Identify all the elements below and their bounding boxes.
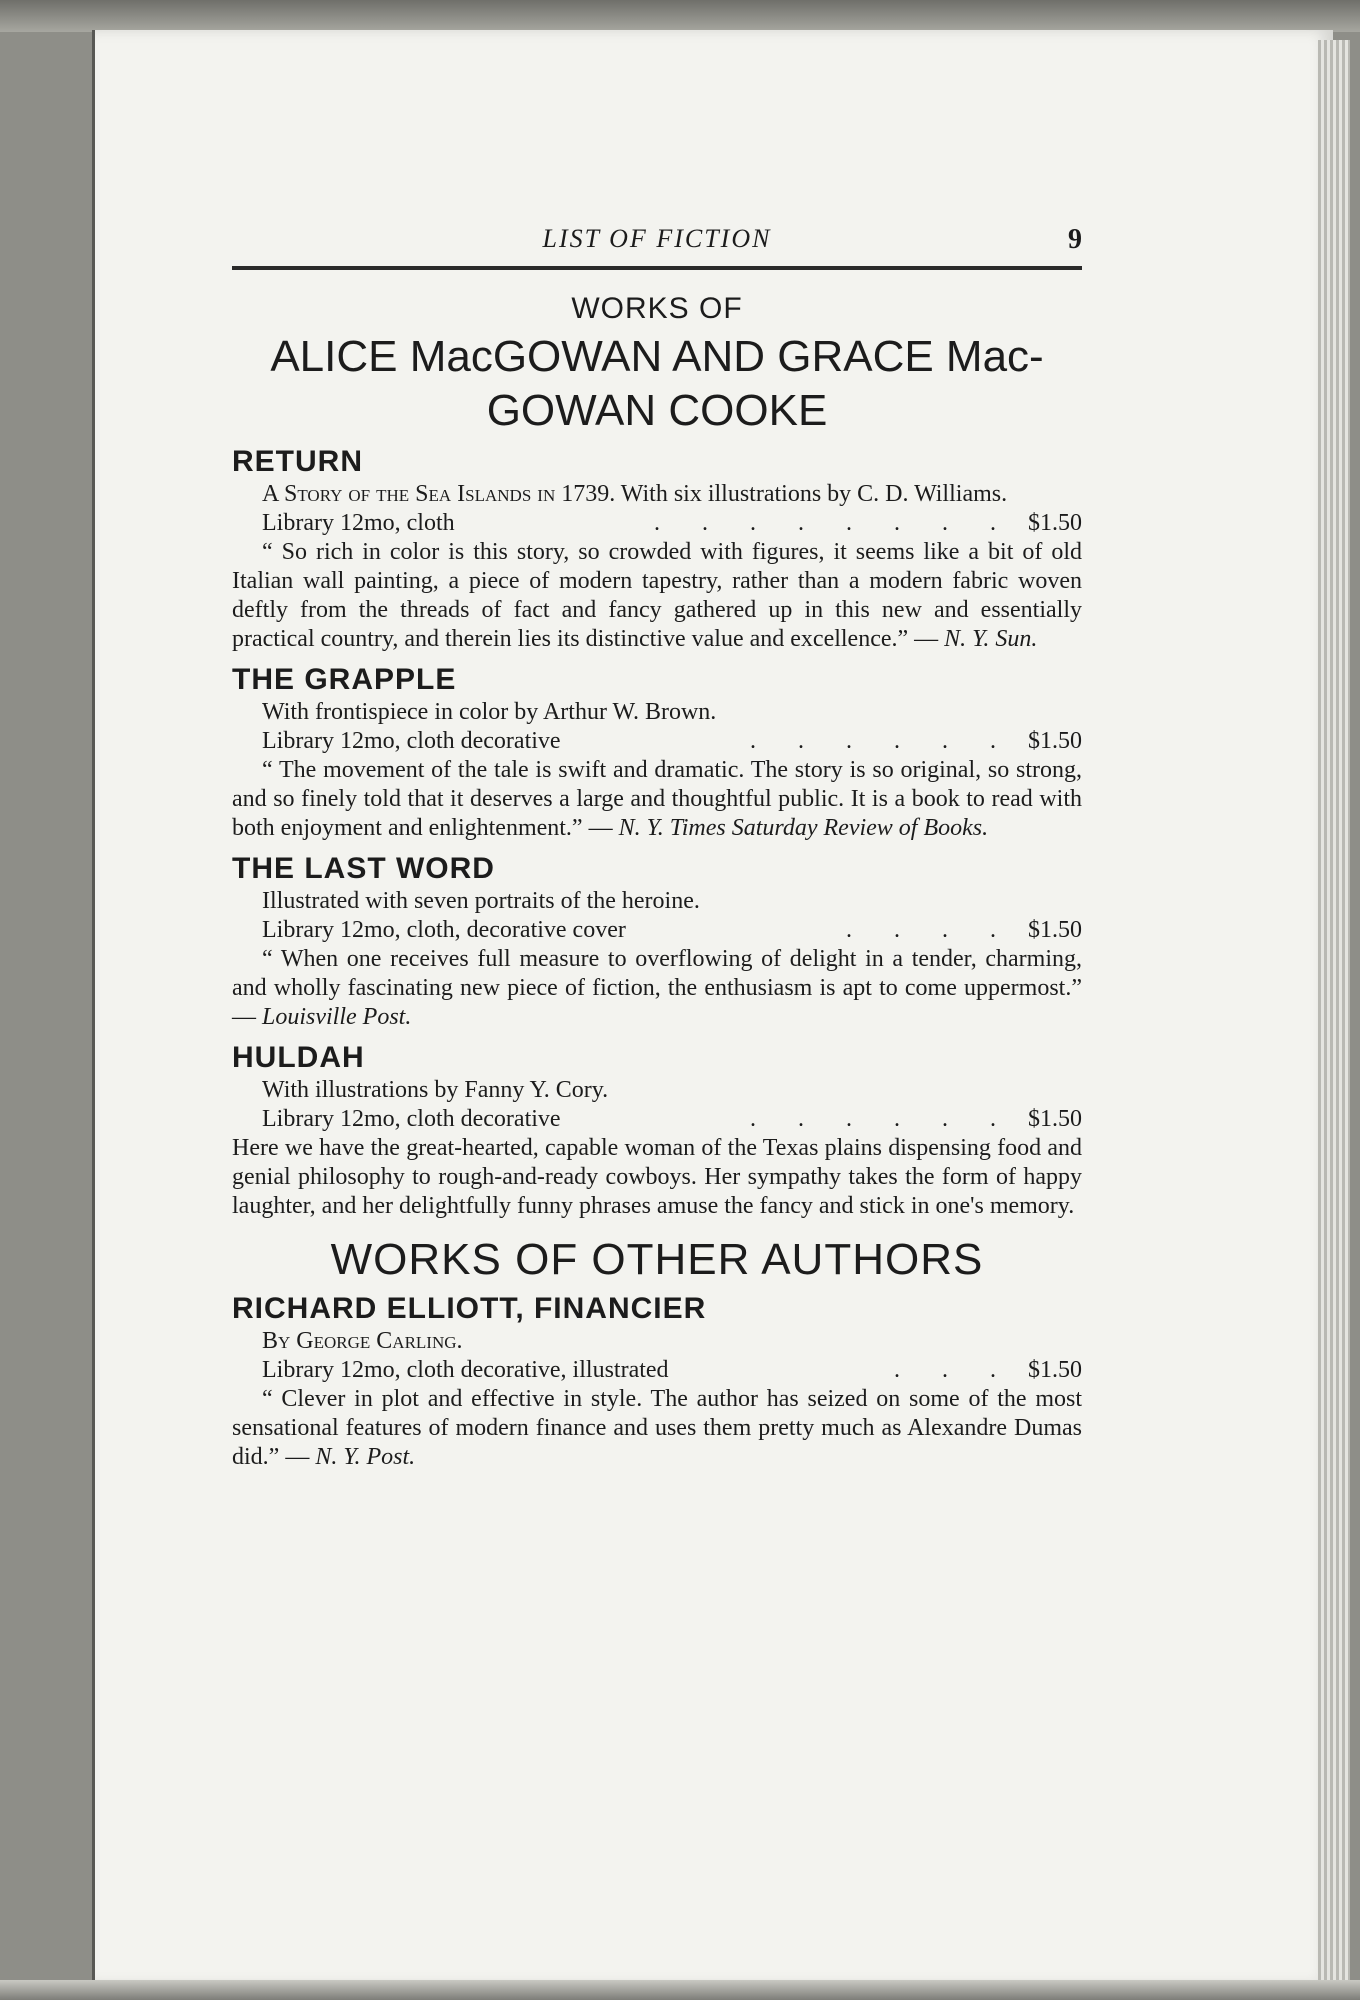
- quote-text: “ Clever in plot and effective in style. The author has seized on some of the most sensational features of modern finance and uses them pretty much as Alexandre Dumas did.” —: [232, 1386, 1082, 1470]
- quote-source: Louisville Post.: [262, 1004, 412, 1030]
- binding: Library 12mo, cloth, decorative cover: [262, 917, 626, 943]
- binding-line: [232, 916, 1082, 945]
- binding: Library 12mo, cloth decorative: [262, 1106, 561, 1132]
- binding-line: [232, 1105, 1082, 1134]
- book-title: THE GRAPPLE: [232, 663, 457, 696]
- book-description: Illustrated with seven portraits of the heroine.: [262, 888, 700, 914]
- section-heading: WORKS OF: [571, 292, 743, 325]
- dot-leader: . . .: [894, 1357, 1014, 1383]
- price: $1.50: [1028, 1357, 1082, 1383]
- book-description: With frontispiece in color by Arthur W. Brown.: [262, 699, 717, 725]
- book-title: THE LAST WORD: [232, 852, 495, 885]
- running-head: [232, 220, 1082, 266]
- price: $1.50: [1028, 510, 1082, 536]
- page-content: [232, 220, 1082, 1480]
- quote-text: Here we have the great-hearted, capable woman of the Texas plains dispensing food and genial philosophy to rough-and-ready cowboys. Her sympathy takes the form of happy laughter, and her delightfully funny phrases amuse the fancy and stick in one's memory.: [232, 1135, 1082, 1219]
- binding: Library 12mo, cloth decorative: [262, 728, 561, 754]
- page-edges: [1318, 40, 1350, 1985]
- book-entry: [232, 1040, 1082, 1221]
- binding: Library 12mo, cloth: [262, 510, 455, 536]
- quote-source: N. Y. Sun.: [944, 626, 1038, 652]
- authors-line-2: GOWAN COOKE: [486, 386, 828, 435]
- authors-line-1: ALICE MacGOWAN AND GRACE Mac-: [270, 332, 1044, 381]
- book-title: RICHARD ELLIOTT, FINANCIER: [232, 1292, 707, 1325]
- book-entry: [232, 662, 1082, 843]
- review-quote: [232, 945, 1082, 1032]
- other-authors-heading: WORKS OF OTHER AUTHORS: [330, 1235, 984, 1284]
- price: $1.50: [1028, 728, 1082, 754]
- authors-heading: [232, 330, 1082, 438]
- price: $1.50: [1028, 917, 1082, 943]
- book-author: By George Carling.: [262, 1328, 463, 1354]
- book-top-edge: [0, 0, 1360, 32]
- binding: Library 12mo, cloth decorative, illustrated: [262, 1357, 669, 1383]
- binding-line: [232, 1356, 1082, 1385]
- quote-source: N. Y. Post.: [315, 1444, 416, 1470]
- page-number: 9: [1068, 224, 1082, 255]
- book-description: [232, 480, 1082, 509]
- header-rule: [232, 266, 1082, 270]
- book-entry: [232, 1291, 1082, 1472]
- quote-text: “ The movement of the tale is swift and dramatic. The story is so original, so strong, and so finely told that it deserves a large and thoughtful public. It is a book to read with both enjoyment and enlightenment.” —: [232, 757, 1082, 841]
- review-quote: [232, 1385, 1082, 1472]
- quote-text: “ When one receives full measure to overflowing of delight in a tender, charming, and wholly fascinating new piece of fiction, the enthusiasm is apt to come uppermost.” —: [232, 946, 1082, 1030]
- review-quote: [232, 756, 1082, 843]
- book-title: RETURN: [232, 445, 363, 478]
- quote-source: N. Y. Times Saturday Review of Books.: [618, 815, 989, 841]
- binding-line: [232, 509, 1082, 538]
- running-title: LIST OF FICTION: [542, 224, 772, 253]
- quote-text: “ So rich in color is this story, so crowded with figures, it seems like a bit of old Italian wall painting, a piece of modern tapestry, rather than a modern fabric woven deftly from the threads of fact and fancy gathered up in this new and essentially practical country, and therein lies its distinctive value and excellence.” —: [232, 539, 1082, 652]
- book-bottom-edge: [0, 1980, 1360, 2000]
- book-title: HULDAH: [232, 1041, 365, 1074]
- dot-leader: . . . .: [846, 917, 1014, 943]
- binding-line: [232, 727, 1082, 756]
- dot-leader: . . . . . .: [750, 728, 1014, 754]
- book-entry: [232, 444, 1082, 654]
- price: $1.50: [1028, 1106, 1082, 1132]
- book-description: With illustrations by Fanny Y. Cory.: [262, 1077, 609, 1103]
- dot-leader: . . . . . .: [750, 1106, 1014, 1132]
- dot-leader: . . . . . . . .: [654, 510, 1014, 536]
- book-entry: [232, 851, 1082, 1032]
- review-quote: [232, 538, 1082, 654]
- book-subtitle: A Story of the Sea Islands in 1739.: [262, 481, 616, 507]
- book-illustrator: With six illustrations by C. D. Williams.: [615, 481, 1008, 507]
- review-quote: [232, 1134, 1082, 1221]
